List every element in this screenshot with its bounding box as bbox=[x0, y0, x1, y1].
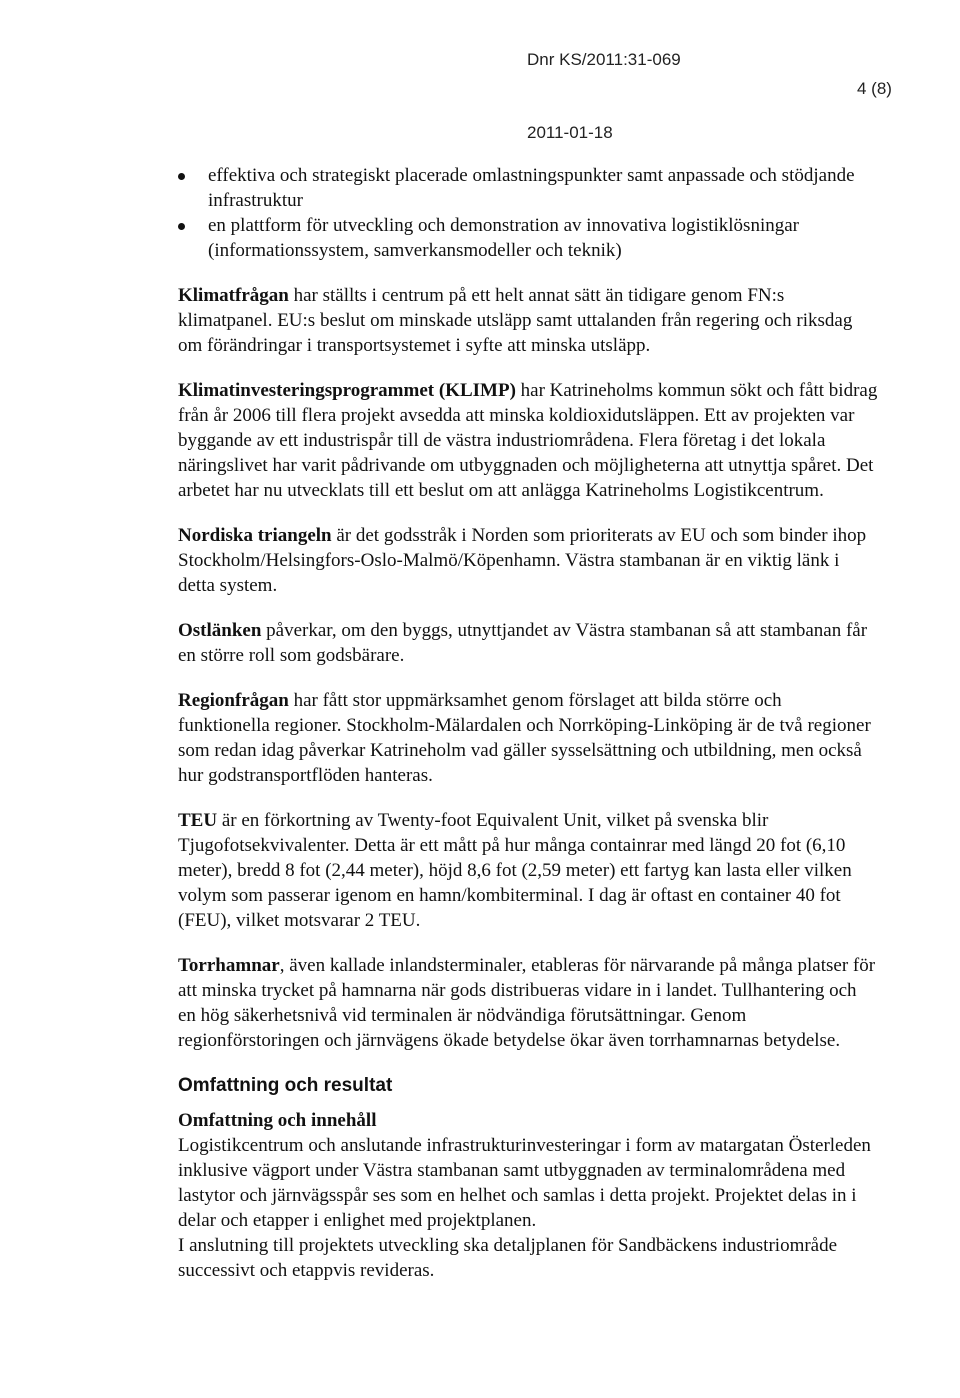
paragraph-torrhamnar bbox=[178, 953, 878, 1053]
paragraph-teu bbox=[178, 808, 878, 933]
paragraph-text: är en förkortning av Twenty-foot Equivalent Unit, vilket på svenska blir Tjugofotsekvivalenter. Detta är ett mått på hur många containrar med längd 20 fot (6,10 meter), bredd 8 fot (2,44 meter), höjd 8,6 fot (2,59 meter) ett fartyg kan lasta eller vilken volym som passerar igenom en hamn/kombiterminal. I dag är oftast en container 40 fot (FEU), vilket motsvarar 2 TEU. bbox=[178, 810, 852, 931]
document-reference: Dnr KS/2011:31-069 bbox=[527, 50, 681, 69]
term: Klimatfrågan bbox=[178, 285, 289, 306]
paragraph-ostlanken bbox=[178, 618, 878, 668]
section-paragraph: I anslutning till projektets utveckling ska detaljplanen för Sandbäckens industriområde successivt och etappvis revideras. bbox=[178, 1235, 838, 1281]
page-number: 4 (8) bbox=[857, 79, 892, 98]
paragraph-nordiska-triangeln bbox=[178, 523, 878, 598]
bullet-list bbox=[178, 163, 878, 263]
section-heading: Omfattning och resultat bbox=[178, 1075, 393, 1096]
paragraph-text: har fått stor uppmärksamhet genom förslaget att bilda större och funktionella regioner. Stockholm-Mälardalen och Norrköping-Linköping är de två regioner som redan idag påverkar Katrineholm vad gäller sysselsättning och utbildning, men också hur godstransportflöden hanteras. bbox=[178, 690, 871, 786]
document-date: 2011-01-18 bbox=[527, 123, 613, 142]
list-item: effektiva och strategiskt placerade omlastningspunkter samt anpassade och stödjande infrastruktur bbox=[178, 163, 878, 213]
paragraph-klimatfragan bbox=[178, 283, 878, 358]
document-body bbox=[178, 163, 878, 1283]
subsection-heading: Omfattning och innehåll bbox=[178, 1110, 377, 1131]
paragraph-text: har Katrineholms kommun sökt och fått bidrag från år 2006 till flera projekt avsedda att minska koldioxidutsläppen. Ett av projekten var byggande av ett industrispår till de västra industriområdena. Flera företag i det lokala näringslivet har varit pådrivande om utbyggnaden och möjligheterna att utnyttja spåret. Det arbetet har nu utvecklats till ett beslut om att anlägga Katrineholms Logistikcentrum. bbox=[178, 380, 878, 501]
term: Regionfrågan bbox=[178, 690, 289, 711]
paragraph-regionfragan bbox=[178, 688, 878, 788]
paragraph-klimp bbox=[178, 378, 878, 503]
paragraph-text: har ställts i centrum på ett helt annat sätt än tidigare genom FN:s klimatpanel. EU:s beslut om minskade utsläpp samt uttalanden från regering och riksdag om förändringar i transportsystemet i syfte att minska utsläpp. bbox=[178, 285, 853, 356]
term: Klimatinvesteringsprogrammet (KLIMP) bbox=[178, 380, 516, 401]
list-item: en plattform för utveckling och demonstration av innovativa logistiklösningar (informationssystem, samverkansmodeller och teknik) bbox=[178, 213, 878, 263]
term: TEU bbox=[178, 810, 218, 831]
paragraph-text: , även kallade inlandsterminaler, etableras för närvarande på många platser för att minska trycket på hamnarna när gods distribueras vidare in i landet. Tullhantering och en hög säkerhetsnivå vid terminalen är nödvändiga förutsättningar. Genom regionförstoringen och järnvägens ökade betydelse ökar även torrhamnarnas betydelse. bbox=[178, 955, 876, 1051]
term: Nordiska triangeln bbox=[178, 525, 332, 546]
section-paragraph: Logistikcentrum och anslutande infrastrukturinvesteringar i form av matargatan Österleden inklusive vägport under Västra stambanan samt utbyggnaden av terminalområdena med lastytor och järnvägsspår ses som en helhet och samlas i detta projekt. Projektet delas in i delar och etapper i enlighet med projektplanen. bbox=[178, 1135, 871, 1231]
paragraph-text: är det godsstråk i Norden som prioriterats av EU och som binder ihop Stockholm/Helsingfors-Oslo-Malmö/Köpenhamn. Västra stambanan är en viktig länk i detta system. bbox=[178, 525, 867, 596]
paragraph-text: påverkar, om den byggs, utnyttjandet av Västra stambanan så att stambanan får en större roll som godsbärare. bbox=[178, 620, 868, 666]
term: Ostlänken bbox=[178, 620, 262, 641]
term: Torrhamnar bbox=[178, 955, 280, 976]
